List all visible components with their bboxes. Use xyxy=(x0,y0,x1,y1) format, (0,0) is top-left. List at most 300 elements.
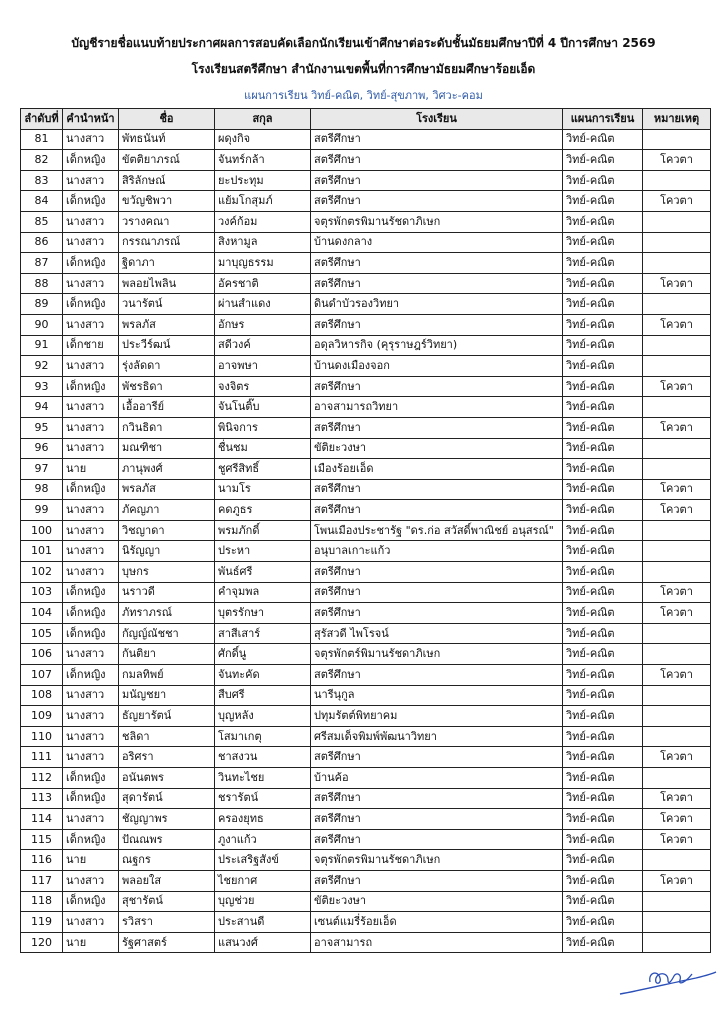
lastname-cell: อัครชาติ xyxy=(215,273,311,294)
table-row xyxy=(21,356,711,377)
table-row xyxy=(21,335,711,356)
table-row xyxy=(21,294,711,315)
school-cell: บ้านดงเมืองจอก xyxy=(311,356,563,377)
firstname-cell: สุชารัตน์ xyxy=(119,891,215,912)
prefix-cell: นางสาว xyxy=(63,520,119,541)
lastname-cell: พินิจการ xyxy=(215,417,311,438)
prefix-cell: เด็กหญิง xyxy=(63,623,119,644)
order-cell: 88 xyxy=(21,273,63,294)
table-row xyxy=(21,850,711,871)
lastname-cell: มาบุญธรรม xyxy=(215,253,311,274)
lastname-cell: อักษร xyxy=(215,314,311,335)
lastname-cell: ประหา xyxy=(215,541,311,562)
note-cell: โควตา xyxy=(643,603,711,624)
order-cell: 108 xyxy=(21,685,63,706)
plan-cell: วิทย์-คณิต xyxy=(563,500,643,521)
order-cell: 96 xyxy=(21,438,63,459)
school-cell: สุรัสวดี ไพโรจน์ xyxy=(311,623,563,644)
plan-cell: วิทย์-คณิต xyxy=(563,582,643,603)
order-cell: 95 xyxy=(21,417,63,438)
lastname-cell: สาสีเสาร์ xyxy=(215,623,311,644)
plan-cell: วิทย์-คณิต xyxy=(563,706,643,727)
school-cell: ขัติยะวงษา xyxy=(311,438,563,459)
firstname-cell: ภัทราภรณ์ xyxy=(119,603,215,624)
table-row xyxy=(21,150,711,171)
plan-cell: วิทย์-คณิต xyxy=(563,191,643,212)
study-plan-line: แผนการเรียน วิทย์-คณิต, วิทย์-สุขภาพ, วิศวะ-คอม xyxy=(244,89,483,102)
note-cell xyxy=(643,129,711,150)
prefix-cell: เด็กหญิง xyxy=(63,829,119,850)
school-cell: สตรีศึกษา xyxy=(311,314,563,335)
plan-cell: วิทย์-คณิต xyxy=(563,211,643,232)
note-cell xyxy=(643,644,711,665)
col-header-plan: แผนการเรียน xyxy=(563,109,643,130)
col-header-note: หมายเหตุ xyxy=(643,109,711,130)
note-cell xyxy=(643,438,711,459)
firstname-cell: กมลทิพย์ xyxy=(119,665,215,686)
school-cell: สตรีศึกษา xyxy=(311,788,563,809)
order-cell: 111 xyxy=(21,747,63,768)
lastname-cell: สิงหามูล xyxy=(215,232,311,253)
school-cell: สตรีศึกษา xyxy=(311,829,563,850)
order-cell: 120 xyxy=(21,932,63,953)
note-cell: โควตา xyxy=(643,417,711,438)
note-cell xyxy=(643,685,711,706)
school-cell: ปทุมรัตต์พิทยาคม xyxy=(311,706,563,727)
lastname-cell: พรมภักดิ์ xyxy=(215,520,311,541)
plan-cell: วิทย์-คณิต xyxy=(563,335,643,356)
note-cell xyxy=(643,356,711,377)
lastname-cell: คดภูธร xyxy=(215,500,311,521)
note-cell xyxy=(643,562,711,583)
school-cell: อาจสามารถ xyxy=(311,932,563,953)
table-row xyxy=(21,438,711,459)
order-cell: 99 xyxy=(21,500,63,521)
lastname-cell: ศักดิ์นู xyxy=(215,644,311,665)
order-cell: 117 xyxy=(21,870,63,891)
note-cell xyxy=(643,294,711,315)
note-cell xyxy=(643,541,711,562)
plan-cell: วิทย์-คณิต xyxy=(563,809,643,830)
firstname-cell: มนัญชยา xyxy=(119,685,215,706)
school-cell: ขัติยะวงษา xyxy=(311,891,563,912)
plan-cell: วิทย์-คณิต xyxy=(563,870,643,891)
school-cell: ศรีสมเด็จพิมพ์พัฒนาวิทยา xyxy=(311,726,563,747)
firstname-cell: กันติยา xyxy=(119,644,215,665)
prefix-cell: นาย xyxy=(63,459,119,480)
plan-cell: วิทย์-คณิต xyxy=(563,685,643,706)
prefix-cell: นางสาว xyxy=(63,397,119,418)
plan-cell: วิทย์-คณิต xyxy=(563,129,643,150)
table-row xyxy=(21,829,711,850)
signature-icon xyxy=(612,960,720,1000)
school-cell: สตรีศึกษา xyxy=(311,500,563,521)
note-cell xyxy=(643,335,711,356)
plan-cell: วิทย์-คณิต xyxy=(563,253,643,274)
prefix-cell: นางสาว xyxy=(63,170,119,191)
note-cell: โควตา xyxy=(643,788,711,809)
note-cell: โควตา xyxy=(643,665,711,686)
order-cell: 86 xyxy=(21,232,63,253)
prefix-cell: เด็กหญิง xyxy=(63,891,119,912)
lastname-cell: ผดุงกิจ xyxy=(215,129,311,150)
prefix-cell: นางสาว xyxy=(63,726,119,747)
plan-cell: วิทย์-คณิต xyxy=(563,603,643,624)
lastname-cell: แย้มโกสุมภ์ xyxy=(215,191,311,212)
note-cell: โควตา xyxy=(643,273,711,294)
firstname-cell: เอื้ออารีย์ xyxy=(119,397,215,418)
lastname-cell: แสนวงศ์ xyxy=(215,932,311,953)
firstname-cell: สิริลักษณ์ xyxy=(119,170,215,191)
note-cell: โควตา xyxy=(643,870,711,891)
firstname-cell: วนารัตน์ xyxy=(119,294,215,315)
order-cell: 118 xyxy=(21,891,63,912)
order-cell: 93 xyxy=(21,376,63,397)
firstname-cell: ขัตติยาภรณ์ xyxy=(119,150,215,171)
table-row xyxy=(21,253,711,274)
plan-cell: วิทย์-คณิต xyxy=(563,562,643,583)
note-cell xyxy=(643,891,711,912)
page-title: บัญชีรายชื่อแนบท้ายประกาศผลการสอบคัดเลือกนักเรียนเข้าศึกษาต่อระดับชั้นมัธยมศึกษาปีที่ 4 ปีการศึกษา 2569 xyxy=(71,36,656,50)
table-row xyxy=(21,479,711,500)
table-row xyxy=(21,562,711,583)
note-cell xyxy=(643,459,711,480)
order-cell: 102 xyxy=(21,562,63,583)
table-row xyxy=(21,809,711,830)
note-cell: โควตา xyxy=(643,500,711,521)
lastname-cell: บุญหลัง xyxy=(215,706,311,727)
table-row xyxy=(21,665,711,686)
note-cell: โควตา xyxy=(643,747,711,768)
note-cell xyxy=(643,706,711,727)
prefix-cell: เด็กหญิง xyxy=(63,294,119,315)
note-cell xyxy=(643,932,711,953)
plan-cell: วิทย์-คณิต xyxy=(563,170,643,191)
order-cell: 114 xyxy=(21,809,63,830)
school-cell: บ้านค้อ xyxy=(311,768,563,789)
table-row xyxy=(21,747,711,768)
prefix-cell: นางสาว xyxy=(63,314,119,335)
school-cell: สตรีศึกษา xyxy=(311,191,563,212)
note-cell xyxy=(643,232,711,253)
table-row xyxy=(21,912,711,933)
school-cell: ดินดำบัวรองวิทยา xyxy=(311,294,563,315)
plan-cell: วิทย์-คณิต xyxy=(563,912,643,933)
firstname-cell: กวินธิดา xyxy=(119,417,215,438)
lastname-cell: ชูศรีสิทธิ์ xyxy=(215,459,311,480)
lastname-cell: จงจิตร xyxy=(215,376,311,397)
plan-cell: วิทย์-คณิต xyxy=(563,294,643,315)
plan-cell: วิทย์-คณิต xyxy=(563,232,643,253)
lastname-cell: ยะประทุม xyxy=(215,170,311,191)
table-row xyxy=(21,582,711,603)
table-row xyxy=(21,191,711,212)
order-cell: 109 xyxy=(21,706,63,727)
plan-cell: วิทย์-คณิต xyxy=(563,479,643,500)
firstname-cell: มณฑิชา xyxy=(119,438,215,459)
order-cell: 101 xyxy=(21,541,63,562)
school-cell: อดุลวิหารกิจ (คุรุราษฎร์วิทยา) xyxy=(311,335,563,356)
lastname-cell: นามโร xyxy=(215,479,311,500)
col-header-school: โรงเรียน xyxy=(311,109,563,130)
plan-cell: วิทย์-คณิต xyxy=(563,397,643,418)
plan-cell: วิทย์-คณิต xyxy=(563,376,643,397)
plan-cell: วิทย์-คณิต xyxy=(563,747,643,768)
note-cell: โควตา xyxy=(643,150,711,171)
order-cell: 92 xyxy=(21,356,63,377)
lastname-cell: ไชยกาศ xyxy=(215,870,311,891)
order-cell: 105 xyxy=(21,623,63,644)
note-cell: โควตา xyxy=(643,191,711,212)
school-cell: สตรีศึกษา xyxy=(311,129,563,150)
table-row xyxy=(21,459,711,480)
firstname-cell: ภานุพงศ์ xyxy=(119,459,215,480)
lastname-cell: พันธ์ศรี xyxy=(215,562,311,583)
firstname-cell: ณฐกร xyxy=(119,850,215,871)
lastname-cell: จันทร์กล้า xyxy=(215,150,311,171)
school-cell: อนุบาลเกาะแก้ว xyxy=(311,541,563,562)
plan-cell: วิทย์-คณิต xyxy=(563,438,643,459)
plan-cell: วิทย์-คณิต xyxy=(563,459,643,480)
prefix-cell: เด็กหญิง xyxy=(63,603,119,624)
firstname-cell: พรลภัส xyxy=(119,479,215,500)
table-row xyxy=(21,520,711,541)
note-cell xyxy=(643,253,711,274)
order-cell: 90 xyxy=(21,314,63,335)
plan-cell: วิทย์-คณิต xyxy=(563,520,643,541)
school-cell: โพนเมืองประชารัฐ "ดร.ก่อ สวัสดิ์พาณิชย์ อนุสรณ์" xyxy=(311,520,563,541)
table-row xyxy=(21,788,711,809)
note-cell xyxy=(643,768,711,789)
lastname-cell: สืบศรี xyxy=(215,685,311,706)
lastname-cell: จันทะคัด xyxy=(215,665,311,686)
order-cell: 104 xyxy=(21,603,63,624)
table-row xyxy=(21,170,711,191)
prefix-cell: นางสาว xyxy=(63,129,119,150)
lastname-cell: ภูงาแก้ว xyxy=(215,829,311,850)
order-cell: 81 xyxy=(21,129,63,150)
lastname-cell: คำจุมพล xyxy=(215,582,311,603)
plan-cell: วิทย์-คณิต xyxy=(563,788,643,809)
order-cell: 89 xyxy=(21,294,63,315)
prefix-cell: นางสาว xyxy=(63,912,119,933)
order-cell: 112 xyxy=(21,768,63,789)
col-header-lastname: สกุล xyxy=(215,109,311,130)
firstname-cell: อริศรา xyxy=(119,747,215,768)
table-row xyxy=(21,232,711,253)
school-cell: อาจสามารถวิทยา xyxy=(311,397,563,418)
order-cell: 85 xyxy=(21,211,63,232)
plan-cell: วิทย์-คณิต xyxy=(563,665,643,686)
order-cell: 87 xyxy=(21,253,63,274)
note-cell: โควตา xyxy=(643,314,711,335)
lastname-cell: โสมาเกตุ xyxy=(215,726,311,747)
order-cell: 100 xyxy=(21,520,63,541)
lastname-cell: ประเสริฐสังข์ xyxy=(215,850,311,871)
order-cell: 103 xyxy=(21,582,63,603)
table-row xyxy=(21,603,711,624)
plan-cell: วิทย์-คณิต xyxy=(563,314,643,335)
table-row xyxy=(21,417,711,438)
note-cell xyxy=(643,726,711,747)
lastname-cell: สดีวงค์ xyxy=(215,335,311,356)
table-row xyxy=(21,397,711,418)
firstname-cell: ฐิดาภา xyxy=(119,253,215,274)
table-row xyxy=(21,706,711,727)
col-header-order: ลำดับที่ xyxy=(21,109,63,130)
lastname-cell: ครองยุทธ xyxy=(215,809,311,830)
student-list-table xyxy=(20,108,711,953)
school-cell: สตรีศึกษา xyxy=(311,376,563,397)
prefix-cell: เด็กหญิง xyxy=(63,150,119,171)
table-row xyxy=(21,273,711,294)
order-cell: 83 xyxy=(21,170,63,191)
firstname-cell: พัชรธิดา xyxy=(119,376,215,397)
table-row xyxy=(21,726,711,747)
lastname-cell: ชาสงวน xyxy=(215,747,311,768)
order-cell: 97 xyxy=(21,459,63,480)
school-cell: จตุรพักตร์พิมานรัชดาภิเษก xyxy=(311,644,563,665)
order-cell: 106 xyxy=(21,644,63,665)
firstname-cell: สุดารัตน์ xyxy=(119,788,215,809)
prefix-cell: นางสาว xyxy=(63,211,119,232)
firstname-cell: ปัณณพร xyxy=(119,829,215,850)
firstname-cell: พัทธนันท์ xyxy=(119,129,215,150)
plan-cell: วิทย์-คณิต xyxy=(563,768,643,789)
col-header-prefix: คำนำหน้า xyxy=(63,109,119,130)
order-cell: 84 xyxy=(21,191,63,212)
prefix-cell: นางสาว xyxy=(63,747,119,768)
note-cell xyxy=(643,211,711,232)
order-cell: 94 xyxy=(21,397,63,418)
school-cell: สตรีศึกษา xyxy=(311,253,563,274)
table-row xyxy=(21,870,711,891)
lastname-cell: ชื่นชม xyxy=(215,438,311,459)
prefix-cell: นางสาว xyxy=(63,356,119,377)
prefix-cell: นางสาว xyxy=(63,417,119,438)
prefix-cell: นางสาว xyxy=(63,685,119,706)
order-cell: 91 xyxy=(21,335,63,356)
firstname-cell: อนันตพร xyxy=(119,768,215,789)
plan-cell: วิทย์-คณิต xyxy=(563,356,643,377)
prefix-cell: เด็กหญิง xyxy=(63,253,119,274)
prefix-cell: นางสาว xyxy=(63,562,119,583)
prefix-cell: นางสาว xyxy=(63,500,119,521)
plan-cell: วิทย์-คณิต xyxy=(563,932,643,953)
school-cell: สตรีศึกษา xyxy=(311,417,563,438)
lastname-cell: บุญช่วย xyxy=(215,891,311,912)
firstname-cell: ขวัญชิพวา xyxy=(119,191,215,212)
table-row xyxy=(21,644,711,665)
prefix-cell: เด็กหญิง xyxy=(63,191,119,212)
order-cell: 110 xyxy=(21,726,63,747)
order-cell: 98 xyxy=(21,479,63,500)
school-cell: สตรีศึกษา xyxy=(311,562,563,583)
prefix-cell: นาย xyxy=(63,850,119,871)
school-cell: เซนต์แมรี่ร้อยเอ็ด xyxy=(311,912,563,933)
prefix-cell: นางสาว xyxy=(63,706,119,727)
school-cell: สตรีศึกษา xyxy=(311,273,563,294)
school-cell: จตุรพักตรพิมานรัชดาภิเษก xyxy=(311,850,563,871)
firstname-cell: ชลิดา xyxy=(119,726,215,747)
note-cell: โควตา xyxy=(643,582,711,603)
note-cell xyxy=(643,520,711,541)
col-header-firstname: ชื่อ xyxy=(119,109,215,130)
table-row xyxy=(21,685,711,706)
school-cell: สตรีศึกษา xyxy=(311,479,563,500)
table-header-row xyxy=(21,109,711,130)
school-cell: นารีนุกูล xyxy=(311,685,563,706)
school-cell: สตรีศึกษา xyxy=(311,170,563,191)
order-cell: 119 xyxy=(21,912,63,933)
lastname-cell: จันโนติ๊บ xyxy=(215,397,311,418)
note-cell xyxy=(643,623,711,644)
table-row xyxy=(21,500,711,521)
firstname-cell: ธัญยารัตน์ xyxy=(119,706,215,727)
table-row xyxy=(21,891,711,912)
plan-cell: วิทย์-คณิต xyxy=(563,644,643,665)
plan-cell: วิทย์-คณิต xyxy=(563,726,643,747)
plan-cell: วิทย์-คณิต xyxy=(563,891,643,912)
lastname-cell: วงค์ก้อม xyxy=(215,211,311,232)
school-cell: สตรีศึกษา xyxy=(311,809,563,830)
plan-cell: วิทย์-คณิต xyxy=(563,850,643,871)
prefix-cell: นางสาว xyxy=(63,870,119,891)
order-cell: 107 xyxy=(21,665,63,686)
prefix-cell: นางสาว xyxy=(63,438,119,459)
firstname-cell: พลอยใส xyxy=(119,870,215,891)
order-cell: 115 xyxy=(21,829,63,850)
lastname-cell: วินทะไชย xyxy=(215,768,311,789)
prefix-cell: เด็กหญิง xyxy=(63,479,119,500)
lastname-cell: บุตรรักษา xyxy=(215,603,311,624)
table-row xyxy=(21,314,711,335)
firstname-cell: วรางคณา xyxy=(119,211,215,232)
table-row xyxy=(21,623,711,644)
school-cell: สตรีศึกษา xyxy=(311,582,563,603)
table-row xyxy=(21,376,711,397)
prefix-cell: เด็กชาย xyxy=(63,335,119,356)
school-cell: สตรีศึกษา xyxy=(311,870,563,891)
order-cell: 116 xyxy=(21,850,63,871)
plan-cell: วิทย์-คณิต xyxy=(563,150,643,171)
school-cell: สตรีศึกษา xyxy=(311,747,563,768)
school-cell: บ้านดงกลาง xyxy=(311,232,563,253)
firstname-cell: นิรัญญา xyxy=(119,541,215,562)
firstname-cell: นราวดี xyxy=(119,582,215,603)
plan-cell: วิทย์-คณิต xyxy=(563,829,643,850)
prefix-cell: นางสาว xyxy=(63,232,119,253)
school-subtitle: โรงเรียนสตรีศึกษา สำนักงานเขตพื้นที่การศึกษามัธยมศึกษาร้อยเอ็ด xyxy=(191,62,536,76)
prefix-cell: เด็กหญิง xyxy=(63,582,119,603)
prefix-cell: นางสาว xyxy=(63,809,119,830)
table-row xyxy=(21,768,711,789)
note-cell xyxy=(643,850,711,871)
plan-cell: วิทย์-คณิต xyxy=(563,417,643,438)
note-cell: โควตา xyxy=(643,479,711,500)
prefix-cell: เด็กหญิง xyxy=(63,665,119,686)
school-cell: เมืองร้อยเอ็ด xyxy=(311,459,563,480)
firstname-cell: บุษกร xyxy=(119,562,215,583)
prefix-cell: นางสาว xyxy=(63,273,119,294)
table-row xyxy=(21,211,711,232)
plan-cell: วิทย์-คณิต xyxy=(563,541,643,562)
plan-cell: วิทย์-คณิต xyxy=(563,273,643,294)
note-cell xyxy=(643,912,711,933)
note-cell xyxy=(643,170,711,191)
school-cell: จตุรพักตรพิมานรัชดาภิเษก xyxy=(311,211,563,232)
firstname-cell: วิชญาดา xyxy=(119,520,215,541)
